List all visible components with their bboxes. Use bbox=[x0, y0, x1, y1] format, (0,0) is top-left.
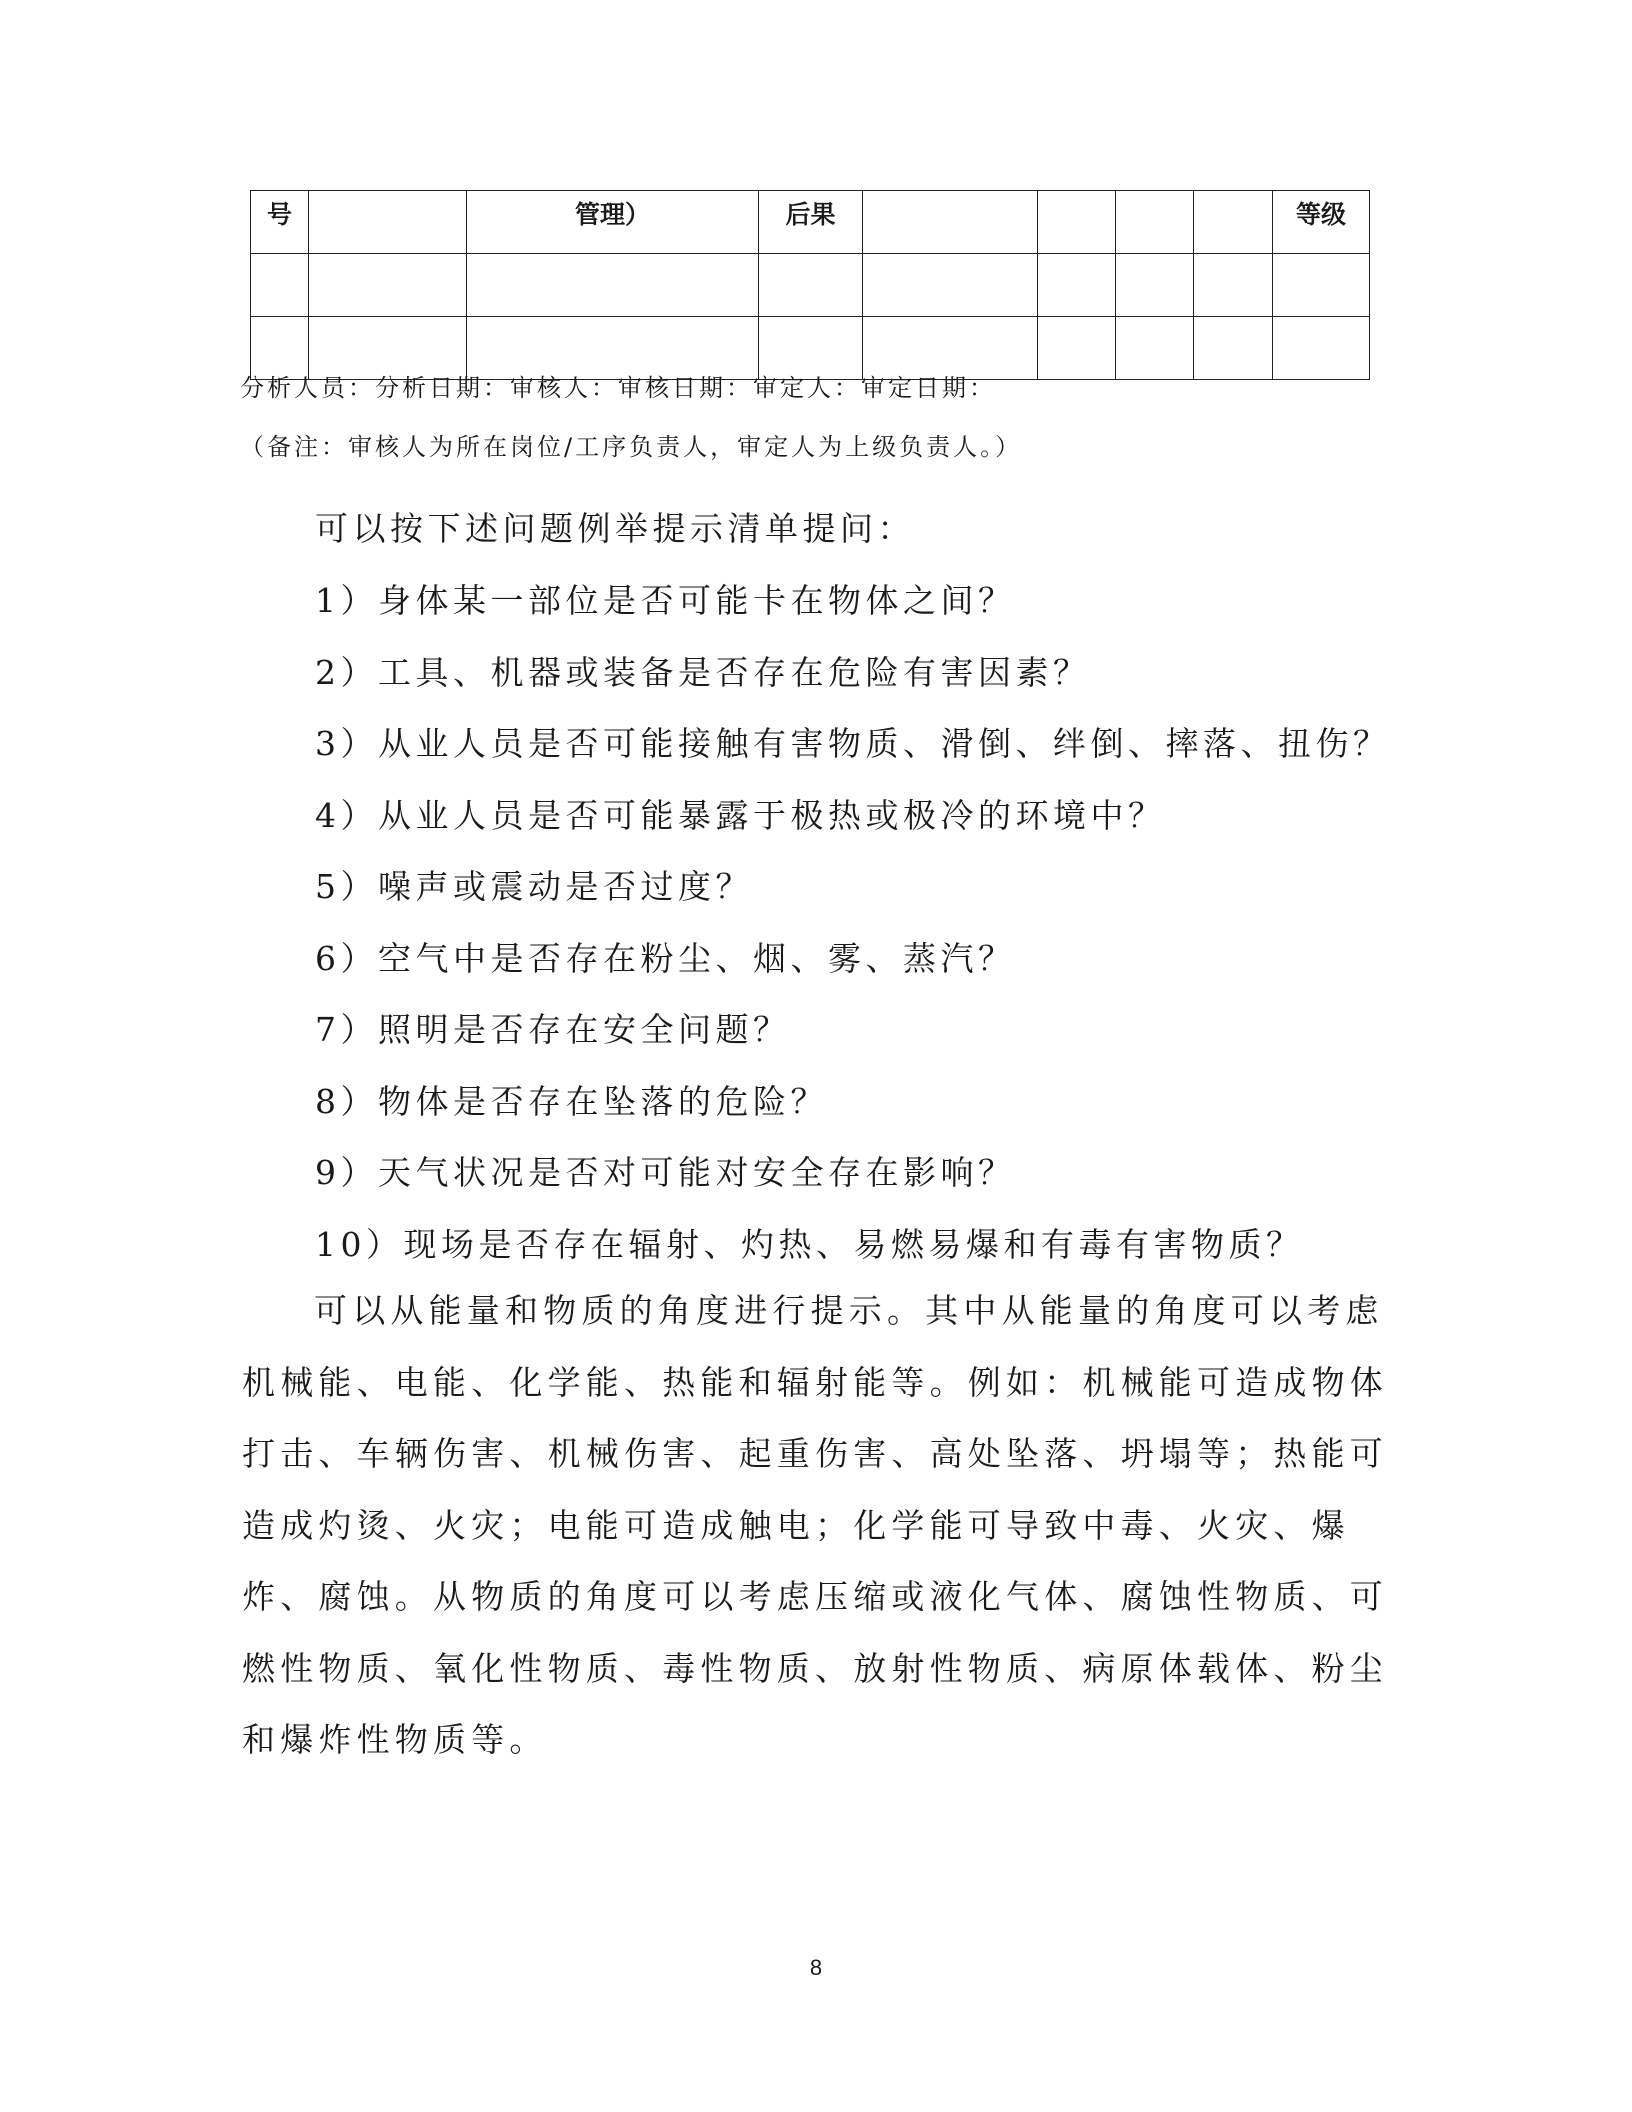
table-cell bbox=[1038, 254, 1116, 317]
table-cell bbox=[759, 254, 863, 317]
table-cell bbox=[467, 254, 759, 317]
table-cell bbox=[1273, 254, 1370, 317]
risk-analysis-table bbox=[250, 190, 1370, 380]
question-item: 5）噪声或震动是否过度？ bbox=[315, 867, 753, 906]
table-note: （备注：审核人为所在岗位/工序负责人，审定人为上级负责人。） bbox=[240, 433, 1023, 461]
table-header-cell: 管理） bbox=[467, 191, 759, 254]
question-item: 2）工具、机器或装备是否存在危险有害因素？ bbox=[315, 653, 1091, 692]
signature-line: 分析人员：分析日期：审核人：审核日期：审定人：审定日期： bbox=[240, 374, 996, 402]
intro-line: 可以按下述问题例举提示清单提问： bbox=[315, 509, 915, 548]
table-header-cell bbox=[309, 191, 467, 254]
table-cell bbox=[309, 254, 467, 317]
table-cell bbox=[1273, 317, 1370, 380]
table-cell bbox=[1038, 317, 1116, 380]
table-row bbox=[251, 254, 1370, 317]
table-header-cell bbox=[1194, 191, 1273, 254]
table-header-cell: 后果 bbox=[759, 191, 863, 254]
question-item: 9）天气状况是否对可能对安全存在影响？ bbox=[315, 1153, 1016, 1192]
table-cell bbox=[1194, 254, 1273, 317]
body-paragraph-text: 可以从能量和物质的角度进行提示。其中从能量的角度可以考虑机械能、电能、化学能、热能和辐射能等。例如：机械能可造成物体打击、车辆伤害、机械伤害、起重伤害、高处坠落、坍塌等；热能可造成灼烫、火灾；电能可造成触电；化学能可导致中毒、火灾、爆炸、腐蚀。从物质的角度可以考虑压缩或液化气体、腐蚀性物质、可燃性物质、氧化性物质、毒性物质、放射性物质、病原体载体、粉尘和爆炸性物质等。 bbox=[242, 1291, 1388, 1759]
question-item: 7）照明是否存在安全问题？ bbox=[315, 1010, 791, 1049]
table-cell bbox=[1194, 317, 1273, 380]
table-cell bbox=[1116, 254, 1194, 317]
question-item: 6）空气中是否存在粉尘、烟、雾、蒸汽？ bbox=[315, 939, 1016, 978]
table-header-cell bbox=[1116, 191, 1194, 254]
table-cell bbox=[1116, 317, 1194, 380]
table-cell bbox=[863, 254, 1038, 317]
table-header-row bbox=[251, 191, 1370, 254]
table-header-cell bbox=[863, 191, 1038, 254]
table-header-cell bbox=[1038, 191, 1116, 254]
question-item: 4）从业人员是否可能暴露于极热或极冷的环境中？ bbox=[315, 796, 1166, 835]
question-item: 10）现场是否存在辐射、灼热、易燃易爆和有毒有害物质？ bbox=[315, 1225, 1304, 1264]
question-item: 1）身体某一部位是否可能卡在物体之间？ bbox=[315, 581, 1016, 620]
table-header-cell: 号 bbox=[251, 191, 309, 254]
table-cell bbox=[251, 254, 309, 317]
question-item: 8）物体是否存在坠落的危险？ bbox=[315, 1082, 828, 1121]
page-number: 8 bbox=[809, 1955, 823, 1980]
table-header-cell: 等级 bbox=[1273, 191, 1370, 254]
body-paragraph bbox=[242, 1275, 1390, 1776]
question-item: 3）从业人员是否可能接触有害物质、滑倒、绊倒、摔落、扭伤？ bbox=[315, 724, 1391, 763]
